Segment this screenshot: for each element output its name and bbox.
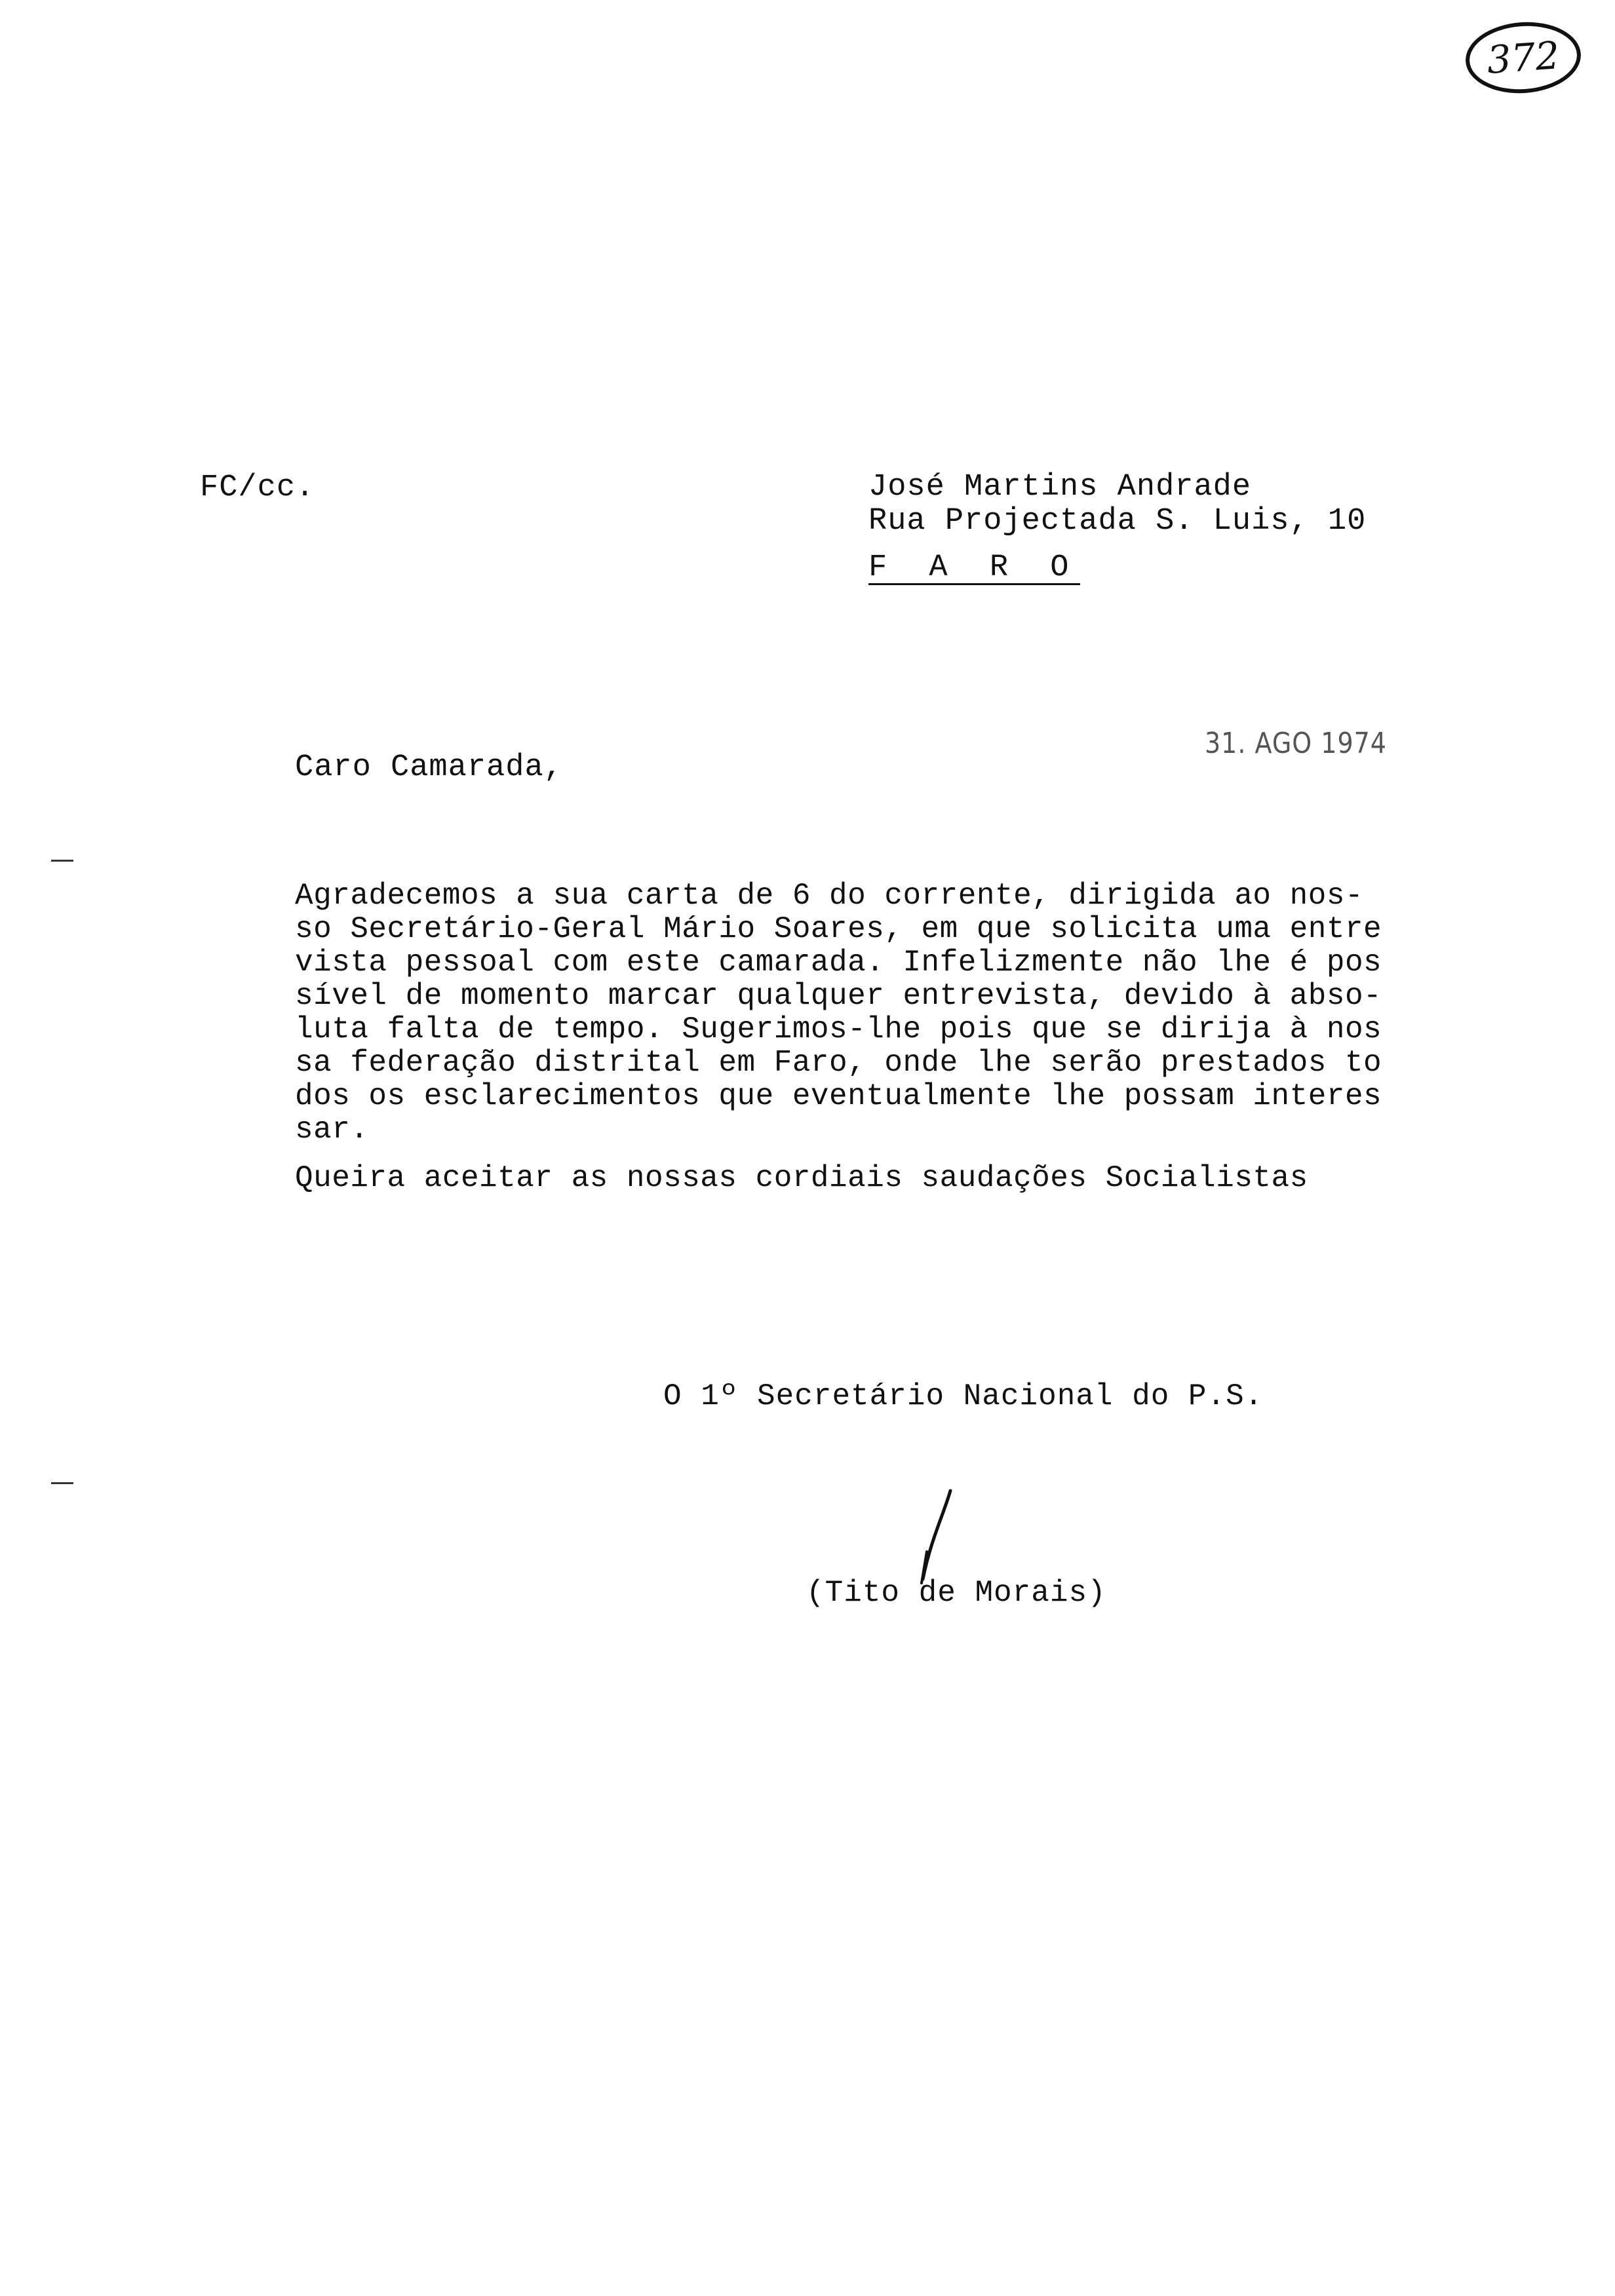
body-line: sa federação distrital em Faro, onde lhe serão prestados to — [295, 1046, 1382, 1080]
page-number: 372 — [1485, 33, 1561, 83]
recipient-name: José Martins Andrade — [868, 470, 1252, 505]
signatory-name: (Tito de Morais) — [806, 1576, 1106, 1610]
body-line: sar. — [295, 1113, 369, 1147]
reference-code: FC/cc. — [200, 470, 315, 505]
closing-line: Queira aceitar as nossas cordiais saudações Socialistas — [295, 1161, 1308, 1195]
margin-tick-mark — [51, 860, 73, 862]
body-line: sível de momento marcar qualquer entrevista, devido à abso- — [295, 979, 1382, 1013]
letter-body — [295, 879, 1455, 1147]
date-stamp: 31. AGO 1974 — [1205, 726, 1387, 760]
recipient-city: F A R O — [868, 550, 1081, 585]
body-line: luta falta de tempo. Sugerimos-lhe pois que se dirija à nos — [295, 1012, 1382, 1046]
signature-title: O 1º Secretário Nacional do P.S. — [663, 1379, 1264, 1413]
body-line: dos os esclarecimentos que eventualmente lhe possam interes — [295, 1079, 1382, 1113]
recipient-address — [868, 470, 1366, 585]
page-number-stamp — [1463, 18, 1583, 97]
handwritten-signature — [911, 1487, 970, 1589]
body-line: so Secretário-Geral Mário Soares, em que solicita uma entre — [295, 912, 1382, 946]
body-line: Agradecemos a sua carta de 6 do corrente, dirigida ao nos- — [295, 879, 1364, 913]
body-line: vista pessoal com este camarada. Infelizmente não lhe é pos — [295, 946, 1382, 980]
recipient-street: Rua Projectada S. Luis, 10 — [868, 504, 1367, 539]
salutation: Caro Camarada, — [295, 750, 563, 785]
margin-tick-mark — [51, 1482, 73, 1484]
